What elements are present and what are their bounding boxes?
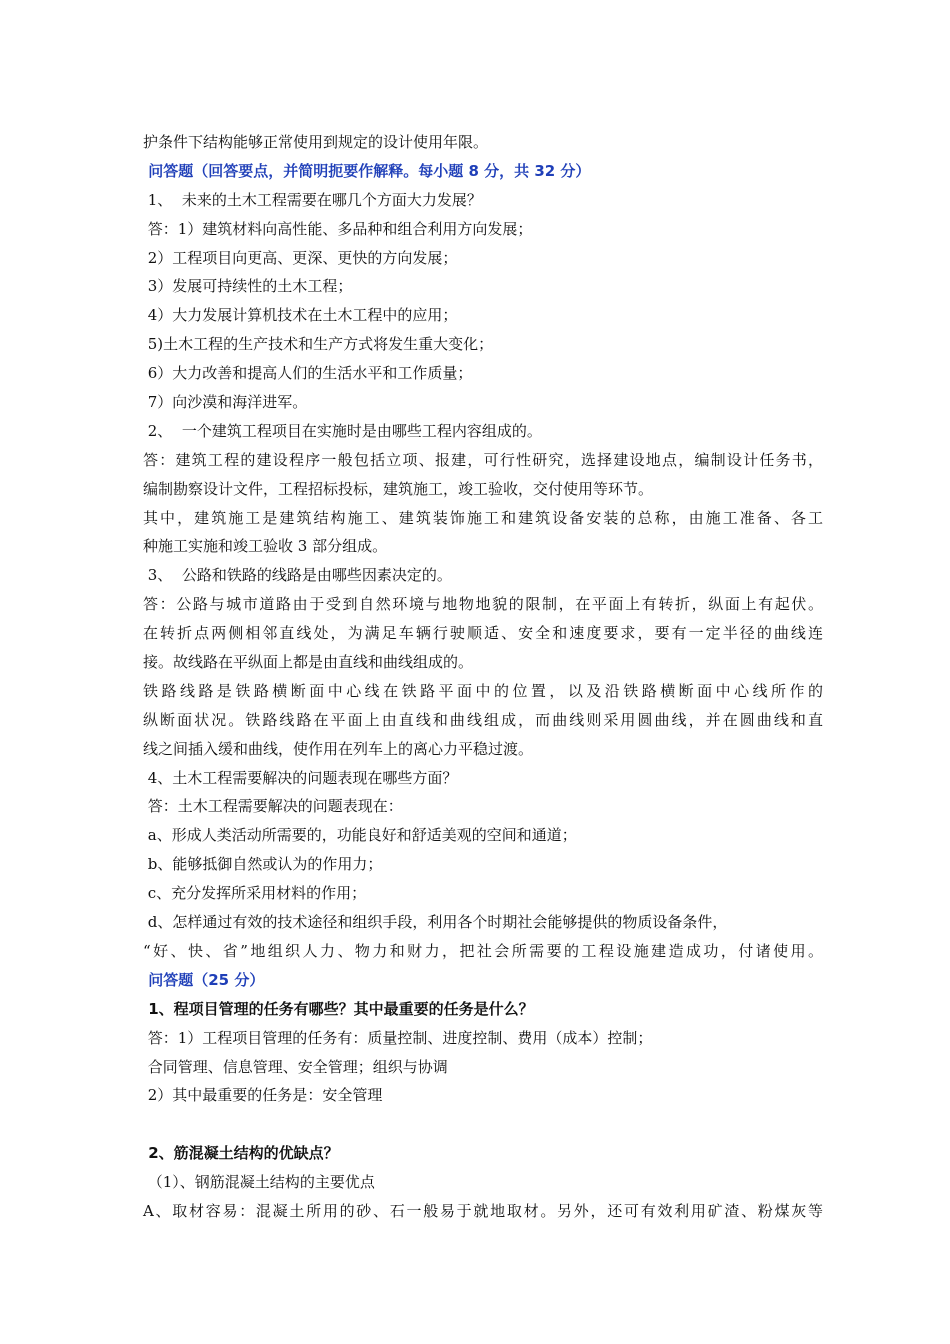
text-line: 护条件下结构能够正常使用到规定的设计使用年限。 <box>143 133 489 151</box>
section-heading: 问答题（25 分） <box>143 970 265 989</box>
text-line: 答：1）建筑材料向高性能、多品种和组合利用方向发展； <box>143 219 533 238</box>
text-line: 6）大力改善和提高人们的生活水平和工作质量； <box>143 364 473 383</box>
text-line: a、形成人类活动所需要的，功能良好和舒适美观的空间和通道； <box>143 826 577 845</box>
text-line: 答：建筑工程的建设程序一般包括立项、报建，可行性研究，选择建设地点，编制设计任务书， <box>143 450 823 469</box>
text-line: 2）其中最重要的任务是：安全管理 <box>143 1086 383 1105</box>
text-line: 4）大力发展计算机技术在土木工程中的应用； <box>143 306 458 325</box>
text-line: 2、 一个建筑工程项目在实施时是由哪些工程内容组成的。 <box>143 421 542 440</box>
text-line: 其中，建筑施工是建筑结构施工、建筑装饰施工和建筑设备安装的总称，由施工准备、各工 <box>143 508 823 527</box>
text-line: 答：土木工程需要解决的问题表现在： <box>143 797 403 816</box>
text-line: 在转折点两侧相邻直线处，为满足车辆行驶顺适、安全和速度要求，要有一定半径的曲线连 <box>143 624 823 643</box>
text-line: 纵断面状况。铁路线路在平面上由直线和曲线组成，而曲线则采用圆曲线，并在圆曲线和直 <box>143 710 823 729</box>
text-line: 铁路线路是铁路横断面中心线在铁路平面中的位置，以及沿铁路横断面中心线所作的 <box>143 681 823 700</box>
text-line: 种施工实施和竣工验收 3 部分组成。 <box>143 537 388 556</box>
question-heading: 2、筋混凝土结构的优缺点？ <box>143 1144 339 1163</box>
text-line: 答：公路与城市道路由于受到自然环境与地物地貌的限制，在平面上有转折，纵面上有起伏。 <box>143 595 823 614</box>
text-line: 接。故线路在平纵面上都是由直线和曲线组成的。 <box>143 653 474 672</box>
text-line: 编制勘察设计文件，工程招标投标，建筑施工，竣工验收，交付使用等环节。 <box>143 479 654 498</box>
text-line: 1、 未来的土木工程需要在哪几个方面大力发展？ <box>143 190 482 209</box>
blank-line <box>143 1110 823 1139</box>
text-line: 5)土木工程的生产技术和生产方式将发生重大变化； <box>143 335 494 354</box>
text-line: 3）发展可持续性的土木工程； <box>143 277 353 296</box>
text-line: （1）、钢筋混凝土结构的主要优点 <box>143 1173 375 1192</box>
text-line: 线之间插入缓和曲线，使作用在列车上的离心力平稳过渡。 <box>143 739 534 758</box>
text-line: 2）工程项目向更高、更深、更快的方向发展； <box>143 248 458 267</box>
text-line: d、怎样通过有效的技术途径和组织手段，利用各个时期社会能够提供的物质设备条件， <box>143 913 728 932</box>
text-line: 4、土木工程需要解决的问题表现在哪些方面？ <box>143 768 458 787</box>
text-line: A、取材容易：混凝土所用的砂、石一般易于就地取材。另外，还可有效利用矿渣、粉煤灰等 <box>143 1201 823 1220</box>
text-line: 3、 公路和铁路的线路是由哪些因素决定的。 <box>143 566 452 585</box>
text-line: 合同管理、信息管理、安全管理；组织与协调 <box>143 1057 448 1076</box>
text-line: b、能够抵御自然或认为的作用力； <box>143 855 383 874</box>
text-line: c、充分发挥所采用材料的作用； <box>143 884 367 903</box>
question-heading: 1、程项目管理的任务有哪些？其中最重要的任务是什么？ <box>143 999 534 1018</box>
text-line: 答：1）工程项目管理的任务有：质量控制、进度控制、费用（成本）控制； <box>143 1028 653 1047</box>
text-line: 7）向沙漠和海洋进军。 <box>143 393 308 412</box>
document-body <box>143 128 823 1226</box>
text-line: “好、快、省”地组织人力、物力和财力，把社会所需要的工程设施建造成功，付诸使用。 <box>143 941 823 960</box>
section-heading: 问答题（回答要点，并简明扼要作解释。每小题 8 分，共 32 分） <box>143 161 591 180</box>
